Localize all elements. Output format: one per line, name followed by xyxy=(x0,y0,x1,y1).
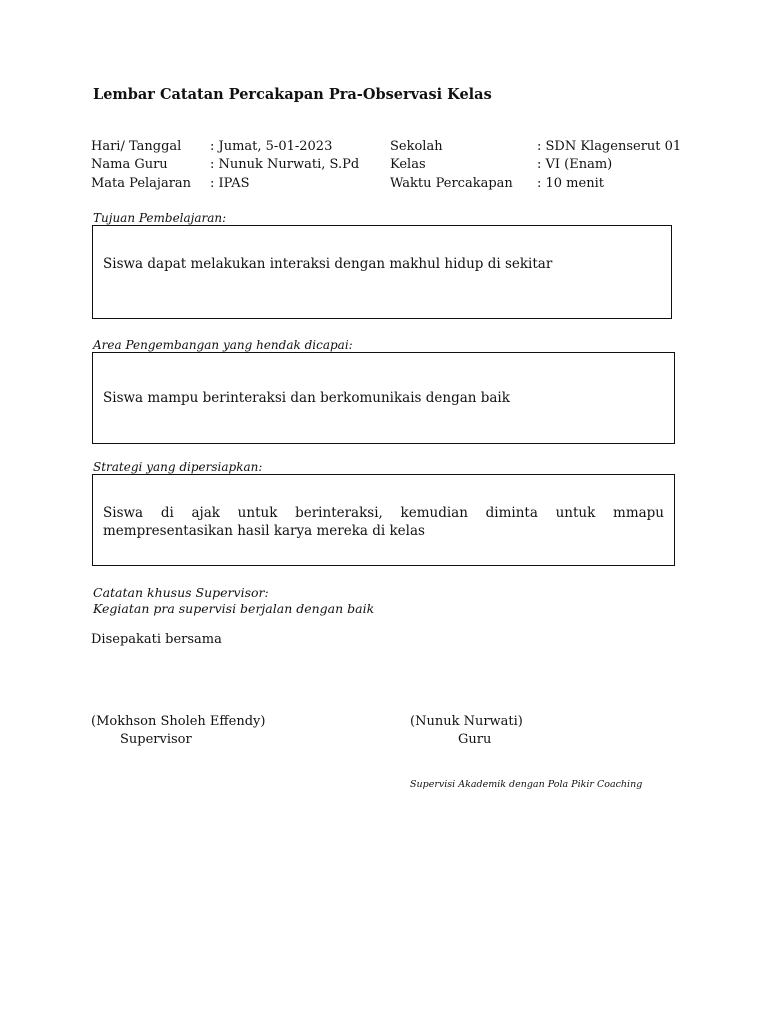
area-content: Siswa mampu berinteraksi dan berkomunikais dengan baik xyxy=(103,390,510,406)
info-value-kelas: : VI (Enam) xyxy=(537,157,613,172)
tujuan-label: Tujuan Pembelajaran: xyxy=(93,211,227,225)
teacher-signature-name: (Nunuk Nurwati) xyxy=(410,714,523,729)
area-box xyxy=(92,352,675,444)
strategi-box xyxy=(92,474,675,566)
agreement-text: Disepakati bersama xyxy=(91,632,222,647)
supervisor-signature-role: Supervisor xyxy=(120,732,192,747)
strategi-content-line2: mempresentasikan hasil karya mereka di kelas xyxy=(103,523,425,539)
strategi-label: Strategi yang dipersiapkan: xyxy=(93,460,263,474)
info-value-nama-guru: : Nunuk Nurwati, S.Pd xyxy=(210,157,360,172)
document-title: Lembar Catatan Percakapan Pra-Observasi Kelas xyxy=(93,86,492,103)
tujuan-box xyxy=(92,225,672,319)
info-label-kelas: Kelas xyxy=(390,157,426,172)
info-label-mata-pelajaran: Mata Pelajaran xyxy=(91,176,192,191)
teacher-signature-role: Guru xyxy=(458,732,492,747)
info-value-sekolah: : SDN Klagenserut 01 xyxy=(537,139,682,154)
supervisor-notes-label: Catatan khusus Supervisor: xyxy=(93,585,269,600)
supervisor-notes-content: Kegiatan pra supervisi berjalan dengan baik xyxy=(93,601,375,616)
strategi-content-line1: Siswa di ajak untuk berinteraksi, kemudian diminta untuk mmapu xyxy=(103,505,664,521)
area-label: Area Pengembangan yang hendak dicapai: xyxy=(93,338,353,352)
info-label-sekolah: Sekolah xyxy=(390,139,443,154)
info-value-hari-tanggal: : Jumat, 5-01-2023 xyxy=(210,139,333,154)
info-value-mata-pelajaran: : IPAS xyxy=(210,176,250,191)
footer-text: Supervisi Akademik dengan Pola Pikir Coaching xyxy=(410,779,643,790)
info-value-waktu-percakapan: : 10 menit xyxy=(537,176,604,191)
info-label-hari-tanggal: Hari/ Tanggal xyxy=(91,139,182,154)
tujuan-content: Siswa dapat melakukan interaksi dengan makhul hidup di sekitar xyxy=(103,256,553,272)
info-label-waktu-percakapan: Waktu Percakapan xyxy=(390,176,513,191)
info-label-nama-guru: Nama Guru xyxy=(91,157,168,172)
supervisor-signature-name: (Mokhson Sholeh Effendy) xyxy=(91,714,266,729)
